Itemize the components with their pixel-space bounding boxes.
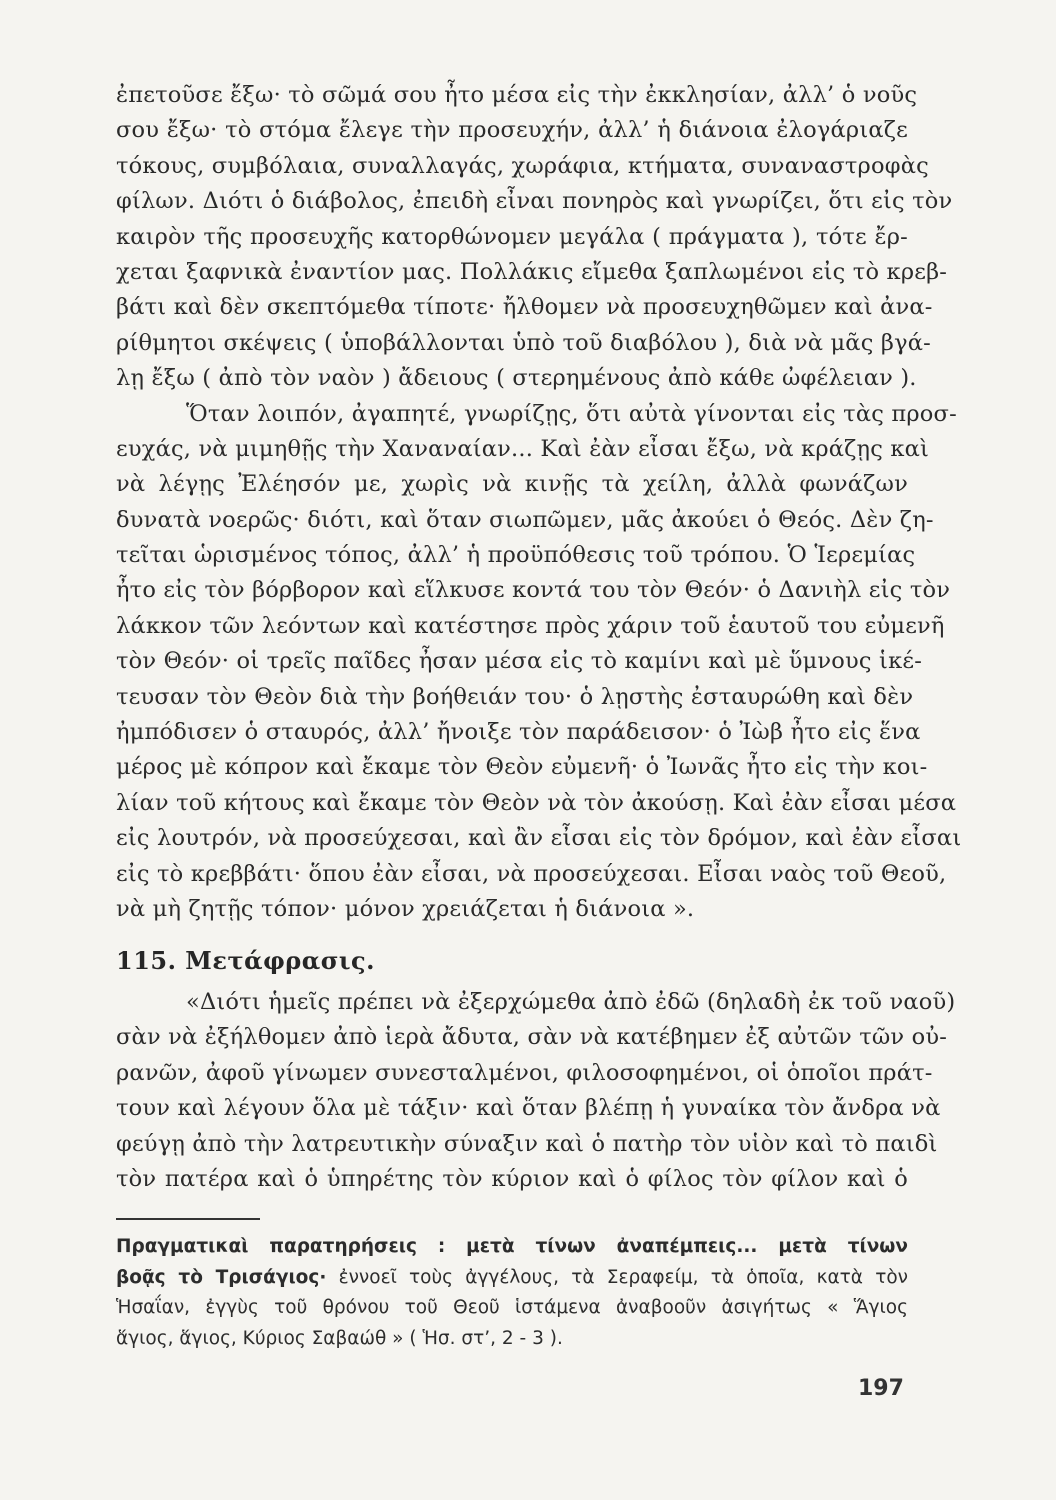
text-line: λάκκον τῶν λεόντων καὶ κατέστησε πρὸς χάριν τοῦ ἑαυτοῦ του εὐμενῆ — [116, 612, 945, 639]
text-line: καιρὸν τῆς προσευχῆς κατορθώνομεν μεγάλα ( πράγματα ), τότε ἔρ- — [116, 223, 908, 250]
footnote-divider — [116, 1218, 260, 1220]
text-line: τὸν πατέρα καὶ ὁ ὑπηρέτης τὸν κύριον καὶ ὁ φίλος τὸν φίλον καὶ ὁ — [116, 1165, 908, 1192]
text-line: μέρος μὲ κόπρον καὶ ἔκαμε τὸν Θεὸν εὐμενῆ· ὁ Ἰωνᾶς ἦτο εἰς τὴν κοι- — [116, 754, 928, 781]
footnote-line: ἅγιος, ἅγιος, Κύριος Σαβαώθ » ( Ἡσ. στ’, 2 - 3 ). — [116, 1327, 563, 1349]
text-line: νὰ λέγῃς Ἐλέησόν με, χωρὶς νὰ κινῇς τὰ χείλη, ἀλλὰ φωνάζων — [116, 471, 908, 498]
footnote-bold-term: βοᾷς τὸ Τρισάγιος· — [116, 1266, 327, 1288]
text-line: Ὅταν λοιπόν, ἀγαπητέ, γνωρίζῃς, ὅτι αὐτὰ γίνονται εἰς τὰς προσ- — [186, 400, 957, 427]
footnote-line — [116, 1263, 908, 1294]
text-line: τὸν Θεόν· οἱ τρεῖς παῖδες ἦσαν μέσα εἰς τὸ καμίνι καὶ μὲ ὕμνους ἱκέ- — [116, 648, 922, 675]
text-line: δυνατὰ νοερῶς· διότι, καὶ ὅταν σιωπῶμεν, μᾶς ἀκούει ὁ Θεός. Δὲν ζη- — [116, 506, 934, 533]
body-text — [116, 78, 962, 927]
text-line: σὰν νὰ ἐξήλθομεν ἀπὸ ἱερὰ ἄδυτα, σὰν νὰ κατέβημεν ἐξ αὐτῶν τῶν οὐ- — [116, 1024, 948, 1051]
text-line: βάτι καὶ δὲν σκεπτόμεθα τίποτε· ἤλθομεν νὰ προσευχηθῶμεν καὶ ἀνα- — [116, 294, 933, 321]
text-line: τευσαν τὸν Θεὸν διὰ τὴν βοήθειάν του· ὁ λῃστὴς ἐσταυρώθη καὶ δὲν — [116, 683, 914, 710]
text-line: νὰ μὴ ζητῇς τόπον· μόνον χρειάζεται ἡ διάνοια ». — [116, 895, 695, 922]
text-line: τεῖται ὡρισμένος τόπος, ἀλλ’ ἡ προϋπόθεσις τοῦ τρόπου. Ὁ Ἱερεμίας — [116, 542, 916, 569]
text-line: λίαν τοῦ κήτους καὶ ἔκαμε τὸν Θεὸν νὰ τὸν ἀκούσῃ. Καὶ ἐὰν εἶσαι μέσα — [116, 789, 957, 816]
section-heading: 115. Μετάφρασις. — [116, 946, 376, 975]
footnote-line: Πραγματικαὶ παρατηρήσεις : μετὰ τίνων ἀναπέμπεις... μετὰ τίνων — [116, 1236, 908, 1257]
text-line: εἰς λουτρόν, νὰ προσεύχεσαι, καὶ ἂν εἶσαι εἰς τὸν δρόμον, καὶ ἐὰν εἶσαι — [116, 825, 962, 852]
text-line: τουν καὶ λέγουν ὅλα μὲ τάξιν· καὶ ὅταν βλέπῃ ἡ γυναίκα τὸν ἄνδρα νὰ — [116, 1095, 941, 1122]
page-number: 197 — [858, 1376, 904, 1401]
text-line: τόκους, συμβόλαια, συναλλαγάς, χωράφια, κτήματα, συναναστροφὰς — [116, 152, 929, 179]
text-line: ρίθμητοι σκέψεις ( ὑποβάλλονται ὑπὸ τοῦ διαβόλου ), διὰ νὰ μᾶς βγά- — [116, 329, 931, 356]
text-line: σου ἔξω· τὸ στόμα ἔλεγε τὴν προσευχήν, ἀλλ’ ἡ διάνοια ἐλογάριαζε — [116, 117, 908, 144]
text-line: εἰς τὸ κρεββάτι· ὅπου ἐὰν εἶσαι, νὰ προσεύχεσαι. Εἶσαι ναὸς τοῦ Θεοῦ, — [116, 860, 947, 887]
footnote-line: Ἡσαΐαν, ἐγγὺς τοῦ θρόνου τοῦ Θεοῦ ἱστάμενα ἀναβοοῦν ἀσιγήτως « Ἅγιος — [116, 1297, 908, 1318]
text-line: «Διότι ἡμεῖς πρέπει νὰ ἐξερχώμεθα ἀπὸ ἐδῶ (δηλαδὴ ἐκ τοῦ ναοῦ) — [186, 989, 956, 1015]
footnote — [116, 1232, 908, 1354]
text-line: ρανῶν, ἀφοῦ γίνωμεν συνεσταλμένοι, φιλοσοφημένοι, οἱ ὁποῖοι πράτ- — [116, 1059, 933, 1086]
text-line: ἠμπόδισεν ὁ σταυρός, ἀλλ’ ἤνοιξε τὸν παράδεισον· ὁ Ἰὼβ ἦτο εἰς ἕνα — [116, 719, 921, 746]
text-line: ἐπετοῦσε ἔξω· τὸ σῶμά σου ἦτο μέσα εἰς τὴν ἐκκλησίαν, ἀλλ’ ὁ νοῦς — [116, 82, 918, 108]
text-line: ἦτο εἰς τὸν βόρβορον καὶ εἵλκυσε κοντά του τὸν Θεόν· ὁ Δανιὴλ εἰς τὸν — [116, 577, 951, 604]
text-line: ευχάς, νὰ μιμηθῇς τὴν Χαναναίαν... Καὶ ἐὰν εἶσαι ἔξω, νὰ κράζῃς καὶ — [116, 435, 930, 462]
section-text — [116, 985, 956, 1197]
text-line: λῃ ἔξω ( ἀπὸ τὸν ναὸν ) ἄδειους ( στερημένους ἀπὸ κάθε ὠφέλειαν ). — [116, 365, 917, 392]
text-line: χεται ξαφνικὰ ἐναντίον μας. Πολλάκις εἴμεθα ξαπλωμένοι εἰς τὸ κρεβ- — [116, 258, 948, 285]
text-line: φίλων. Διότι ὁ διάβολος, ἐπειδὴ εἶναι πονηρὸς καὶ γνωρίζει, ὅτι εἰς τὸν — [116, 188, 953, 215]
footnote-text: ἐννοεῖ τοὺς ἀγγέλους, τὰ Σεραφείμ, τὰ ὁποῖα, κατὰ τὸν — [326, 1266, 908, 1288]
text-line: φεύγῃ ἀπὸ τὴν λατρευτικὴν σύναξιν καὶ ὁ πατὴρ τὸν υἱὸν καὶ τὸ παιδὶ — [116, 1130, 938, 1157]
